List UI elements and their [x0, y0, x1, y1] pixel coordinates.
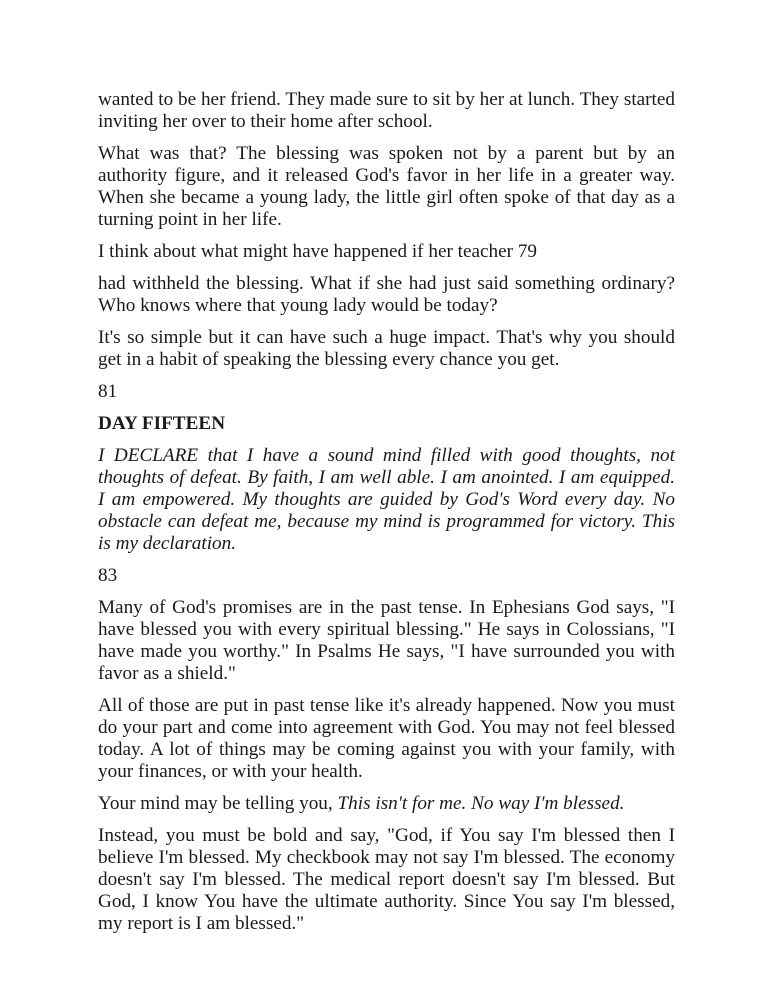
- paragraph: wanted to be her friend. They made sure to sit by her at lunch. They started inviting her over to their home after school.: [98, 89, 675, 132]
- page-number: 81: [98, 381, 118, 402]
- paragraph: had withheld the blessing. What if she had just said something ordinary? Who knows where that young lady would be today?: [98, 273, 675, 316]
- paragraph: Instead, you must be bold and say, "God, if You say I'm blessed then I believe I'm blessed. My checkbook may not say I'm blessed. The economy doesn't say I'm blessed. The medical report doesn't say I'm blessed. But God, I know You have the ultimate authority. Since You say I'm blessed, my report is I am blessed.": [98, 825, 675, 934]
- italic-quote: This isn't for me. No way I'm blessed.: [337, 793, 625, 814]
- paragraph-lead: Your mind may be telling you,: [98, 793, 338, 814]
- paragraph: What was that? The blessing was spoken not by a parent but by an authority figure, and it released God's favor in her life in a greater way. When she became a young lady, the little girl often spoke of that day as a turning point in her life.: [98, 143, 675, 230]
- paragraph: Many of God's promises are in the past tense. In Ephesians God says, "I have blessed you with every spiritual blessing." He says in Colossians, "I have made you worthy." In Psalms He says, "I have surrounded you with favor as a shield.": [98, 597, 675, 684]
- paragraph: It's so simple but it can have such a huge impact. That's why you should get in a habit of speaking the blessing every chance you get.: [98, 327, 675, 370]
- paragraph: All of those are put in past tense like it's already happened. Now you must do your part and come into agreement with God. You may not feel blessed today. A lot of things may be coming against you with your family, with your finances, or with your health.: [98, 695, 675, 782]
- chapter-heading: DAY FIFTEEN: [98, 413, 226, 434]
- paragraph: [98, 793, 675, 815]
- page-number: 83: [98, 565, 118, 586]
- declaration-paragraph: I DECLARE that I have a sound mind filled with good thoughts, not thoughts of defeat. By faith, I am well able. I am anointed. I am equipped. I am empowered. My thoughts are guided by God's Word every day. No obstacle can defeat me, because my mind is programmed for victory. This is my declaration.: [98, 445, 675, 554]
- paragraph: I think about what might have happened if her teacher 79: [98, 241, 538, 262]
- book-page: [98, 89, 675, 945]
